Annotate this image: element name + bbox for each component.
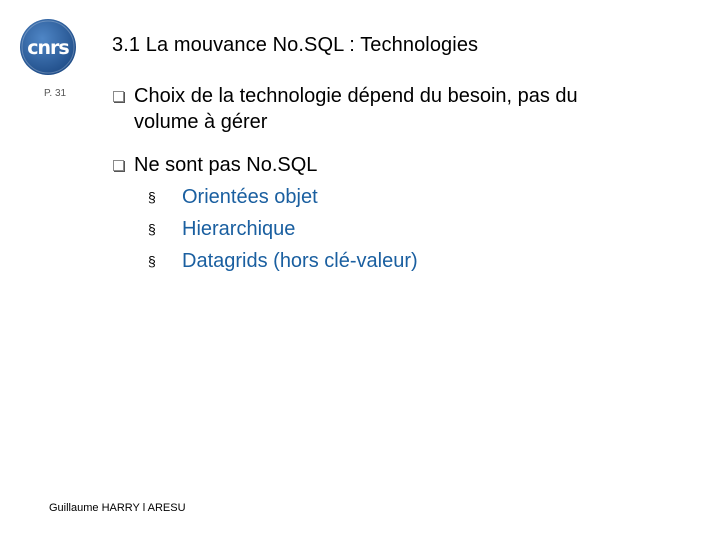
bullet-1-line-2: volume à gérer bbox=[134, 111, 268, 133]
footer-author: Guillaume HARRY l ARESU bbox=[49, 502, 186, 514]
sub-bullet-3: Datagrids (hors clé-valeur) bbox=[182, 250, 418, 272]
sub-bullet-1: Orientées objet bbox=[182, 186, 318, 208]
bullet-1-line-1: Choix de la technologie dépend du besoin, pas du bbox=[134, 85, 578, 107]
section-marker-icon: § bbox=[148, 221, 156, 237]
slide-title: 3.1 La mouvance No.SQL : Technologies bbox=[112, 34, 479, 56]
section-marker-icon: § bbox=[148, 253, 156, 269]
cnrs-logo bbox=[19, 18, 77, 76]
square-bullet-icon bbox=[113, 91, 124, 102]
svg-text:cnrs: cnrs bbox=[27, 37, 69, 59]
sub-bullet-2: Hierarchique bbox=[182, 218, 296, 240]
section-marker-icon: § bbox=[148, 189, 156, 205]
cnrs-logo-graphic bbox=[19, 18, 77, 76]
page-number: P. 31 bbox=[44, 88, 67, 99]
square-bullet-icon bbox=[113, 160, 124, 171]
bullet-2-line-1: Ne sont pas No.SQL bbox=[134, 154, 318, 176]
